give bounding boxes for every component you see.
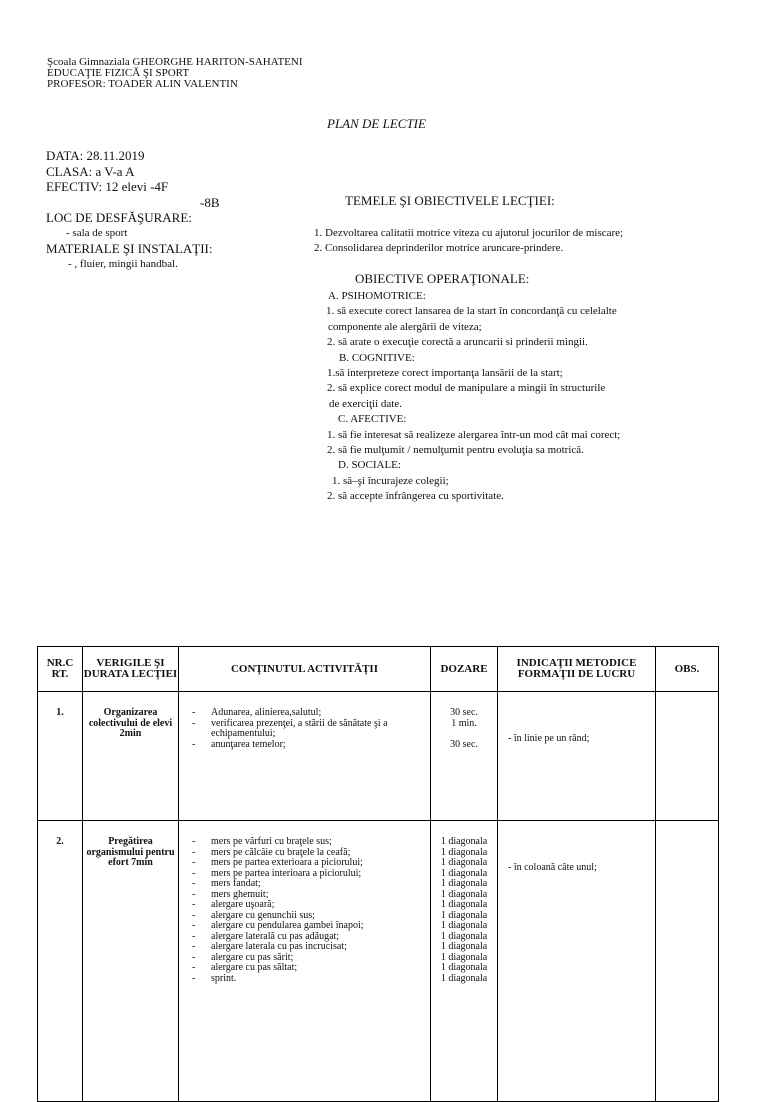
- activity-item: - alergare cu genunchii sus;: [192, 909, 315, 921]
- header-dose: DOZARE: [431, 647, 498, 692]
- header-content: CONŢINUTUL ACTIVITĂŢII: [179, 647, 431, 692]
- page-title: PLAN DE LECTIE: [327, 116, 426, 131]
- dose-item: 1 diagonala: [440, 867, 488, 879]
- activity-item: - alergare laterala cu pas incrucisat;: [192, 941, 347, 952]
- objective-category: A. PSIHOMOTRICE:: [328, 290, 426, 302]
- objective-line: 2. să fie mulţumit / nemulţumit pentru evoluţia sa motrică.: [327, 444, 584, 457]
- objective-line: 1. să execute corect lansarea de la start în concordanţă cu celelalte: [326, 305, 617, 318]
- table-row: [38, 821, 719, 1102]
- dose-item: 30 sec.: [450, 738, 478, 750]
- row-obs: [656, 692, 719, 821]
- themes-list: [314, 226, 623, 257]
- row-doses: [431, 692, 498, 821]
- dose-item: 30 sec.: [450, 707, 478, 718]
- objective-line: 1. să fie interesat să realizeze alergarea într-un mod cât mai corect;: [327, 428, 621, 441]
- dose-item: 1 diagonala: [440, 972, 488, 984]
- activity-item: - alergare laterală cu pas adăugat;: [192, 930, 340, 942]
- header-obs: OBS.: [656, 647, 719, 692]
- lesson-effective: EFECTIV: 12 elevi -4F: [46, 179, 169, 194]
- dose-item: 1 diagonala: [440, 951, 488, 963]
- row-indication: - în linie pe un rând;: [498, 692, 656, 821]
- row-number: 1.: [38, 692, 83, 821]
- objective-line: 2. să explice corect modul de manipulare a mingii în structurile: [327, 382, 606, 395]
- activity-item: - mers pe partea interioara a piciorului;: [192, 867, 362, 879]
- header-indications: INDICAŢII METODICE FORMAŢII DE LUCRU: [498, 647, 656, 692]
- row-activities: [179, 821, 431, 1102]
- row-doses: [431, 821, 498, 1102]
- activity-item: - anunţarea temelor;: [192, 738, 286, 750]
- objective-category: D. SOCIALE:: [338, 459, 401, 472]
- activity-item: - Adunarea, alinierea,salutul;: [192, 707, 322, 718]
- lesson-class: CLASA: a V-a A: [46, 163, 135, 179]
- dose-item: 1 diagonala: [440, 878, 488, 889]
- row-obs: [656, 821, 719, 1102]
- header-block: [47, 57, 303, 90]
- dose-item: 1 diagonala: [440, 857, 488, 868]
- objectives-list: [326, 289, 620, 505]
- lesson-info: [46, 148, 220, 272]
- objective-line: 1. să–şi încurajeze colegii;: [332, 474, 449, 487]
- activity-item: - alergare uşoară;: [192, 899, 275, 910]
- row-number: 2.: [38, 821, 83, 1102]
- objective-line: 2. să accepte înfrângerea cu sportivitate.: [327, 490, 504, 503]
- materials-value: - , fluier, mingii handbal.: [68, 257, 178, 270]
- dose-item: 1 diagonala: [440, 899, 488, 910]
- subject-name: EDUCAŢIE FIZICĂ ŞI SPORT: [47, 67, 190, 79]
- dose-item: 1 diagonala: [440, 909, 488, 921]
- table-row: [38, 692, 719, 821]
- header-nr: NR.C RT.: [38, 647, 83, 692]
- dose-item: 1 min.: [451, 717, 477, 729]
- objective-line: de exerciţii date.: [329, 397, 402, 410]
- dose-item: 1 diagonala: [440, 846, 488, 858]
- dose-item: 1 diagonala: [440, 930, 488, 942]
- objectives-heading: OBIECTIVE OPERAŢIONALE:: [355, 271, 530, 286]
- activity-item: - alergare cu pas săltat;: [192, 962, 298, 973]
- theme-item: 1. Dezvoltarea calitatii motrice viteza cu ajutorul jocurilor de miscare;: [314, 227, 624, 239]
- row-indication: - în coloană câte unul;: [498, 821, 656, 1102]
- activity-item: - mers pe călcâie cu braţele la ceafă;: [192, 846, 351, 858]
- theme-item: 2. Consolidarea deprinderilor motrice aruncare-prindere.: [314, 242, 564, 255]
- objective-line: 2. să arate o execuţie corectă a aruncarii si prinderii mingii.: [327, 336, 588, 349]
- location-value: - sala de sport: [66, 226, 128, 239]
- row-activities: [179, 692, 431, 821]
- activity-item: - alergare cu pendularea gambei înapoi;: [192, 920, 364, 931]
- activity-item: - verificarea prezenţei, a stării de sănătate şi a echipamentului;: [192, 717, 388, 739]
- objective-line: 1.să interpreteze corect importanţa lansării de la start;: [327, 367, 563, 380]
- header-stage: VERIGILE ŞI DURATA LECŢIEI: [83, 647, 179, 692]
- objective-category: B. COGNITIVE:: [339, 351, 415, 364]
- dose-item: 1 diagonala: [440, 920, 488, 931]
- objective-category: C. AFECTIVE:: [338, 413, 407, 426]
- row-stage: Pregătirea organismului pentru efort 7min: [83, 821, 179, 1102]
- location-label: LOC DE DESFĂŞURARE:: [46, 210, 192, 225]
- activity-item: - mers ghemuit;: [192, 888, 269, 900]
- themes-heading: TEMELE ŞI OBIECTIVELE LECŢIEI:: [345, 193, 555, 208]
- teacher-name: PROFESOR: TOADER ALIN VALENTIN: [47, 78, 238, 90]
- dose-item: 1 diagonala: [440, 836, 488, 847]
- lesson-date: DATA: 28.11.2019: [46, 148, 145, 163]
- table-header-row: [38, 647, 719, 692]
- materials-label: MATERIALE ŞI INSTALAŢII:: [46, 241, 213, 256]
- objective-line: componente ale alergării de viteza;: [328, 320, 482, 333]
- activity-item: - mers fandat;: [192, 878, 261, 889]
- row-stage: Organizarea colectivului de elevi 2min: [83, 692, 179, 821]
- activity-item: - mers pe partea exterioara a piciorului;: [192, 857, 363, 868]
- dose-item: 1 diagonala: [440, 941, 488, 952]
- dose-item: 1 diagonala: [440, 888, 488, 900]
- lesson-table: [37, 646, 719, 1102]
- lesson-effective-boys: -8B: [200, 194, 220, 210]
- activity-item: - sprint.: [192, 972, 237, 984]
- activity-item: - alergare cu pas sărit;: [192, 951, 294, 963]
- activity-item: - mers pe vârfuri cu braţele sus;: [192, 836, 332, 847]
- dose-item: 1 diagonala: [440, 962, 488, 973]
- school-name: Şcoala Gimnaziala GHEORGHE HARITON-SAHATENI: [47, 56, 303, 68]
